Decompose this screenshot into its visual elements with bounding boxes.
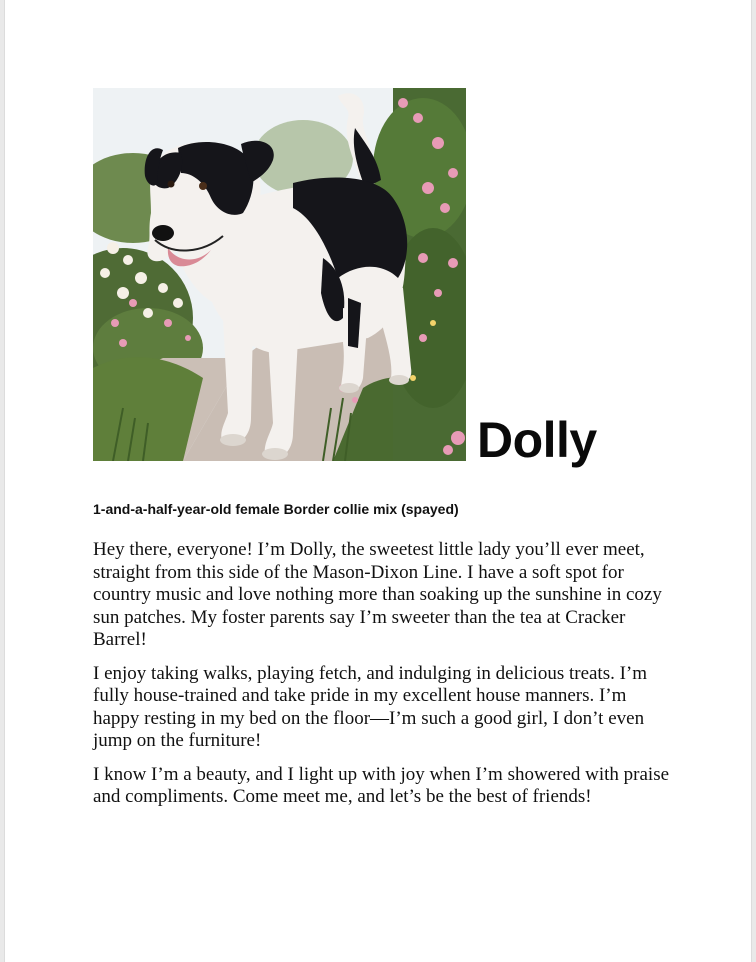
description-paragraph: I enjoy taking walks, playing fetch, and indulging in delicious treats. I’m fully house-trained and take pride in my excellent house manners. I’m happy resting in my bed on the floor—I’m such a good girl, I don’t even jump on the furniture!: [93, 662, 648, 751]
document-page: [5, 0, 751, 962]
pet-description: [93, 539, 677, 820]
description-paragraph: Hey there, everyone! I’m Dolly, the sweetest little lady you’ll ever meet, straight from this side of the Mason-Dixon Line. I have a soft spot for country music and love nothing more than soaking up the sunshine in cozy sun patches. My foster parents say I’m sweeter than the tea at Cracker Barrel!: [93, 539, 662, 650]
dog-illustration: [93, 88, 466, 461]
dog-photo: [93, 88, 466, 461]
pet-name: Dolly: [477, 412, 597, 468]
description-paragraph: I know I’m a beauty, and I light up with joy when I’m showered with praise and compliments. Come meet me, and let’s be the best of friends!: [93, 763, 670, 807]
pet-subtitle: 1-and-a-half-year-old female Border collie mix (spayed): [93, 501, 459, 517]
